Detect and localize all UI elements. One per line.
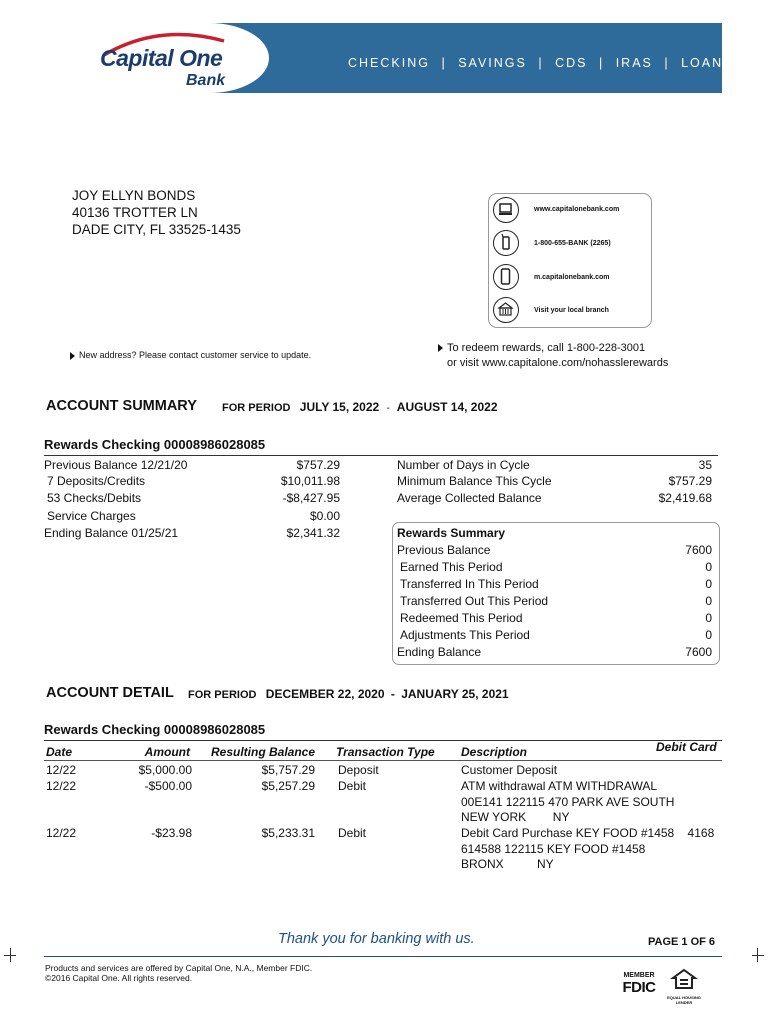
footer-divider xyxy=(44,956,722,957)
nav-checking[interactable]: CHECKING xyxy=(348,56,430,70)
fine-print xyxy=(45,963,312,983)
summary-period-end: AUGUST 14, 2022 xyxy=(396,400,498,414)
nav-savings[interactable]: SAVINGS xyxy=(458,56,527,70)
summary-right-value: 35 xyxy=(698,458,712,472)
rewards-label: Redeemed This Period xyxy=(400,611,523,625)
mobile-icon xyxy=(493,264,519,290)
summary-period-label: FOR PERIOD xyxy=(222,402,291,414)
rewards-label: Earned This Period xyxy=(400,560,503,574)
fdic-text: FDIC xyxy=(622,979,656,996)
summary-period-dash: - xyxy=(386,403,390,414)
bank-branch-icon xyxy=(493,297,519,323)
summary-left-label: Ending Balance 01/25/21 xyxy=(44,526,179,540)
row-description: Customer Deposit xyxy=(461,763,558,777)
rewards-label: Transferred Out This Period xyxy=(400,594,549,608)
row-description: BRONX NY xyxy=(461,857,554,871)
address-note-text: New address? Please contact customer service to update. xyxy=(79,350,312,360)
rewards-summary-title: Rewards Summary xyxy=(397,526,506,540)
redeem-note-line1: To redeem rewards, call 1-800-228-3001 xyxy=(447,342,646,354)
summary-account: Rewards Checking 00008986028085 xyxy=(44,437,266,452)
logo-subtext: Bank xyxy=(186,72,226,89)
customer-city: DADE CITY, FL 33525-1435 xyxy=(72,222,241,237)
phone-icon xyxy=(493,230,519,256)
rewards-value: 7600 xyxy=(685,543,712,557)
col-debit-card: Debit Card xyxy=(656,740,717,754)
computer-icon xyxy=(493,197,519,223)
rewards-label: Previous Balance xyxy=(397,543,491,557)
nav-loans[interactable]: LOANS xyxy=(681,56,734,70)
summary-left-value: $0.00 xyxy=(309,509,340,523)
row-balance: $5,257.29 xyxy=(261,779,315,793)
summary-left-value: $2,341.32 xyxy=(286,526,340,540)
fdic-logo xyxy=(617,972,661,996)
summary-right-label: Number of Days in Cycle xyxy=(397,458,530,472)
nav-separator: | xyxy=(598,56,605,70)
detail-period xyxy=(188,687,509,701)
detail-period-dash: - xyxy=(390,687,395,701)
summary-right-value: $757.29 xyxy=(668,474,712,488)
summary-left-value: $757.29 xyxy=(296,458,340,472)
row-type: Deposit xyxy=(338,763,379,777)
summary-left-label: 53 Checks/Debits xyxy=(47,491,142,505)
detail-period-label: FOR PERIOD xyxy=(188,689,257,701)
row-date: 12/22 xyxy=(46,826,77,840)
summary-left-label: 7 Deposits/Credits xyxy=(47,474,146,488)
summary-left-label: Previous Balance 12/21/20 xyxy=(44,458,188,472)
row-description: 614588 122115 KEY FOOD #1458 xyxy=(461,842,646,856)
fine-print-line1: Products and services are offered by Capital One, N.A., Member FDIC. xyxy=(45,963,313,973)
row-type: Debit xyxy=(338,826,367,840)
rewards-label: Transferred In This Period xyxy=(400,577,539,591)
fine-print-line2: ©2016 Capital One. All rights reserved. xyxy=(45,973,193,983)
crop-mark xyxy=(757,948,758,962)
summary-divider xyxy=(44,455,718,456)
detail-account: Rewards Checking 00008986028085 xyxy=(44,722,266,737)
rewards-label: Ending Balance xyxy=(397,645,482,659)
rewards-label: Adjustments This Period xyxy=(400,628,530,642)
row-amount: -$23.98 xyxy=(151,826,192,840)
row-balance: $5,757.29 xyxy=(261,763,315,777)
summary-left-value: $10,011.98 xyxy=(280,474,340,488)
customer-name: JOY ELLYN BONDS xyxy=(72,188,196,203)
row-description: ATM withdrawal ATM WITHDRAWAL xyxy=(461,779,658,793)
row-type: Debit xyxy=(338,779,367,793)
crop-mark xyxy=(10,948,11,962)
row-date: 12/22 xyxy=(46,763,77,777)
rewards-value: 0 xyxy=(705,560,712,574)
nav-cds[interactable]: CDS xyxy=(555,56,588,70)
rewards-value: 0 xyxy=(705,628,712,642)
equal-housing-icon xyxy=(671,968,697,990)
row-description: 00E141 122115 470 PARK AVE SOUTH xyxy=(461,795,675,809)
row-description: Debit Card Purchase KEY FOOD #1458 4168 xyxy=(461,826,715,840)
rewards-value: 0 xyxy=(705,594,712,608)
summary-left-label: Service Charges xyxy=(47,509,136,523)
header-divider xyxy=(44,760,722,761)
nav-separator: | xyxy=(664,56,670,70)
col-transaction-type: Transaction Type xyxy=(336,745,435,759)
fdic-member-text: MEMBER xyxy=(623,972,655,979)
detail-period-start: DECEMBER 22, 2020 xyxy=(265,687,385,701)
nav-iras[interactable]: IRAS xyxy=(615,56,653,70)
redeem-note-line2: or visit www.capitalone.com/nohasslerewards xyxy=(447,357,669,369)
equal-housing-lender-logo xyxy=(667,968,701,1005)
triangle-bullet-icon xyxy=(70,352,75,360)
rewards-value: 0 xyxy=(705,611,712,625)
contact-mobile[interactable]: m.capitalonebank.com xyxy=(534,274,610,281)
col-resulting-balance: Resulting Balance xyxy=(211,745,316,759)
page-number: PAGE 1 OF 6 xyxy=(648,936,716,948)
customer-address xyxy=(72,187,241,238)
summary-period-start: JULY 15, 2022 xyxy=(299,400,380,414)
col-amount: Amount xyxy=(144,745,190,759)
row-amount: $5,000.00 xyxy=(138,763,192,777)
redeem-note xyxy=(438,341,668,371)
contact-box xyxy=(488,193,652,328)
summary-period xyxy=(222,400,498,414)
crop-mark xyxy=(752,955,764,956)
detail-divider xyxy=(44,740,722,741)
logo-text: Capital One xyxy=(100,45,223,71)
thank-you-message: Thank you for banking with us. xyxy=(278,931,475,947)
summary-right-value: $2,419.68 xyxy=(658,491,712,505)
row-date: 12/22 xyxy=(46,779,77,793)
detail-period-end: JANUARY 25, 2021 xyxy=(401,687,509,701)
col-date: Date xyxy=(46,745,73,759)
summary-right-label: Minimum Balance This Cycle xyxy=(397,474,552,488)
summary-title: ACCOUNT SUMMARY xyxy=(46,398,197,414)
col-description: Description xyxy=(461,745,528,759)
header-banner xyxy=(44,23,734,93)
row-balance: $5,233.31 xyxy=(261,826,315,840)
nav-separator: | xyxy=(441,56,447,70)
contact-web[interactable]: www.capitalonebank.com xyxy=(534,206,620,213)
contact-branch: Visit your local branch xyxy=(534,307,609,314)
detail-title: ACCOUNT DETAIL xyxy=(46,685,174,701)
summary-right-label: Average Collected Balance xyxy=(397,491,542,505)
nav-separator: | xyxy=(538,56,544,70)
address-note xyxy=(70,350,311,360)
rewards-value: 7600 xyxy=(685,645,712,659)
contact-phone[interactable]: 1-800-655-BANK (2265) xyxy=(534,240,611,247)
row-description: NEW YORK NY xyxy=(461,810,570,824)
summary-left-value: -$8,427.95 xyxy=(282,491,340,505)
triangle-bullet-icon xyxy=(438,344,443,352)
equal-housing-text: EQUAL HOUSING LENDER xyxy=(667,995,701,1005)
top-nav xyxy=(348,56,734,70)
logo[interactable] xyxy=(44,23,269,93)
row-amount: -$500.00 xyxy=(144,779,192,793)
rewards-value: 0 xyxy=(705,577,712,591)
customer-street: 40136 TROTTER LN xyxy=(72,205,198,220)
